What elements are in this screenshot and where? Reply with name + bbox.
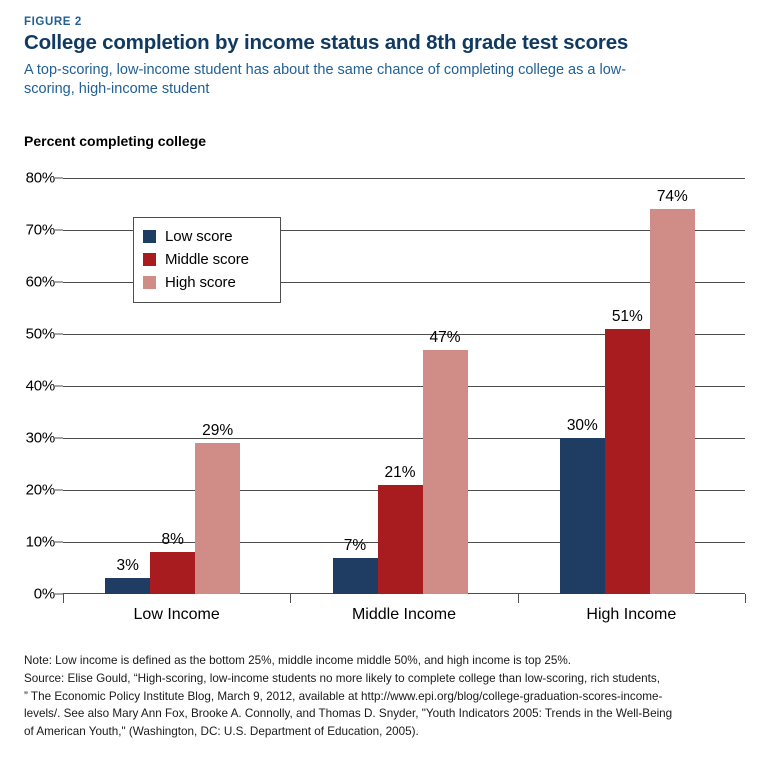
bar-value-label: 21%	[384, 463, 416, 481]
bar[interactable]	[195, 443, 240, 594]
y-axis-tick-mark	[55, 542, 63, 543]
figure-notes	[24, 652, 750, 741]
bar[interactable]	[150, 552, 195, 594]
y-axis	[0, 169, 55, 603]
legend-item[interactable]	[143, 271, 271, 294]
bar-value-label: 7%	[343, 536, 367, 554]
bar[interactable]	[650, 209, 695, 594]
bar-group	[560, 178, 695, 594]
y-axis-tick-mark	[55, 334, 63, 335]
note-line-3: ” The Economic Policy Institute Blog, March 9, 2012, available at http://www.epi.org/blog/college-graduation-scores-income-	[24, 689, 663, 703]
figure-title: College completion by income status and 8th grade test scores	[24, 31, 629, 54]
legend-swatch-icon	[143, 230, 156, 243]
bar[interactable]	[560, 438, 605, 594]
x-axis-tick-mark	[290, 594, 291, 603]
y-axis-tick-mark	[55, 438, 63, 439]
note-line-1: Note: Low income is defined as the bottom 25%, middle income middle 50%, and high income is top 25%.	[24, 654, 572, 667]
legend-label: High score	[165, 274, 236, 291]
y-axis-tick-label: 20%	[25, 481, 55, 499]
bar-value-label: 74%	[656, 188, 688, 206]
y-axis-tick-label: 70%	[25, 221, 55, 239]
y-axis-tick-label: 10%	[25, 533, 55, 551]
y-axis-title: Percent completing college	[24, 133, 207, 149]
legend-item[interactable]	[143, 248, 271, 271]
bar-value-label: 3%	[116, 557, 139, 575]
y-axis-tick-mark	[55, 594, 63, 595]
x-axis-tick-mark	[745, 594, 746, 603]
bar[interactable]	[605, 329, 650, 594]
y-axis-tick-mark	[55, 490, 63, 491]
bar-value-label: 8%	[161, 531, 184, 549]
legend-item[interactable]	[143, 225, 271, 248]
x-axis-category-label: High Income	[586, 606, 677, 623]
note-line-2: Source: Elise Gould, “High-scoring, low-income students no more likely to complete college than low-scoring, rich students,	[24, 671, 660, 685]
y-axis-tick-label: 0%	[33, 585, 55, 603]
y-axis-tick-mark	[55, 178, 63, 179]
bar-value-label: 51%	[611, 307, 643, 325]
x-axis-tick-mark	[63, 594, 64, 603]
bar-value-label: 29%	[202, 422, 234, 440]
bar[interactable]	[333, 558, 378, 594]
note-line-4: levels/. See also Mary Ann Fox, Brooke A. Connolly, and Thomas D. Snyder, "Youth Indicators 2005: Trends in the Well-Being	[24, 707, 673, 721]
bar-value-label: 30%	[566, 417, 598, 434]
figure-subtitle: A top-scoring, low-income student has about the same chance of completing college as a low-scoring, high-income student	[24, 61, 627, 97]
bar-chart	[0, 160, 762, 640]
bar[interactable]	[105, 578, 150, 594]
legend-swatch-icon	[143, 276, 156, 289]
bar-group	[333, 178, 468, 594]
y-axis-tick-mark	[55, 282, 63, 283]
y-axis-tick-label: 50%	[25, 325, 55, 343]
legend-label: Low score	[165, 228, 233, 245]
figure-header	[0, 0, 762, 99]
y-axis-tick-mark	[55, 386, 63, 387]
y-axis-tick-label: 60%	[25, 273, 55, 291]
y-axis-tick-label: 30%	[25, 429, 55, 447]
chart-legend	[133, 217, 281, 303]
x-axis-category-label: Low Income	[133, 606, 220, 623]
legend-swatch-icon	[143, 253, 156, 266]
bar[interactable]	[423, 350, 468, 594]
y-axis-tick-label: 40%	[25, 377, 55, 395]
figure-number-label: FIGURE 2	[24, 16, 82, 28]
x-axis-category-label: Middle Income	[351, 606, 457, 623]
legend-label: Middle score	[165, 251, 249, 268]
note-line-5: of American Youth," (Washington, DC: U.S. Department of Education, 2005).	[24, 725, 419, 739]
y-axis-tick-label: 80%	[25, 169, 55, 187]
bar-value-label: 47%	[429, 328, 461, 346]
x-axis-tick-mark	[518, 594, 519, 603]
y-axis-tick-mark	[55, 230, 63, 231]
bar[interactable]	[378, 485, 423, 594]
